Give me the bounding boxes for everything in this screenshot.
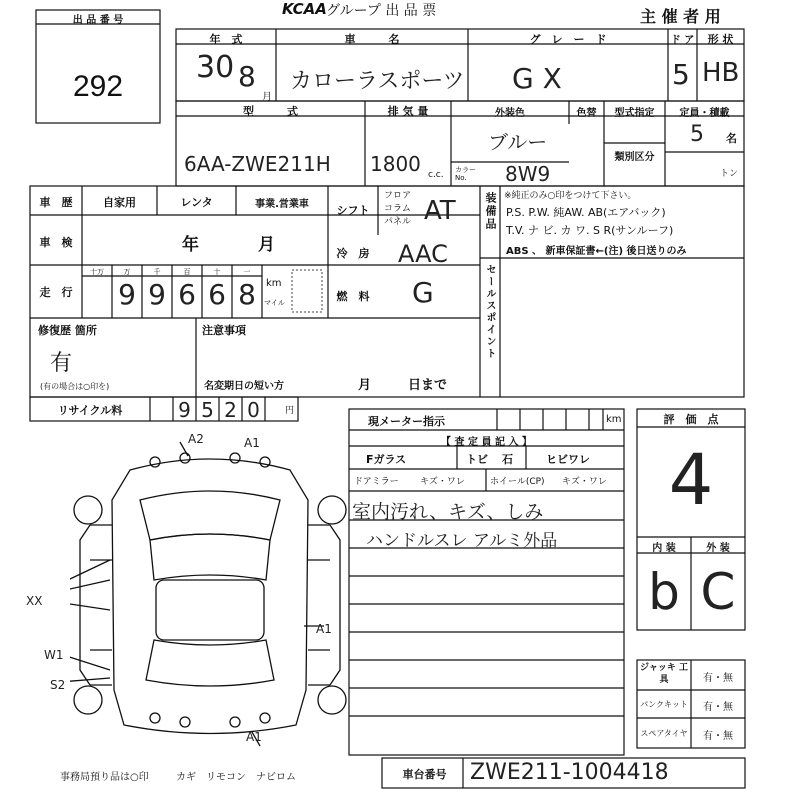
score-label: 評 価 点 (663, 413, 719, 426)
model-designation-label: 型式指定 (614, 108, 655, 119)
jack-label: ジャッキ 工具 (640, 663, 688, 685)
office-items: カギ リモコン ナビロム (176, 772, 296, 783)
meter-unit: km (606, 414, 622, 425)
mileage-digit: 6 (178, 278, 196, 311)
digit-label-1k: 千 (153, 268, 161, 276)
diagram-mark-a1-bottom: A1 (246, 730, 262, 744)
doors-value: 5 (672, 58, 690, 91)
auction-logo: KCAA (282, 0, 327, 18)
organizer-label: 主 催 者 用 (640, 7, 721, 26)
diagram-mark-s2: S2 (50, 678, 66, 692)
body-type-value: HB (702, 58, 740, 88)
diagram-mark-a1-right: A1 (316, 622, 332, 636)
glass-option-stone: 石 (502, 453, 513, 466)
recycle-label: リサイクル料 (57, 404, 123, 417)
digit-label-10k: 万 (123, 268, 131, 276)
repair-history-label: 修復歴 箇所 (38, 324, 97, 337)
km-label: km (266, 278, 282, 289)
classification-label: 類別区分 (614, 152, 655, 163)
sales-point-label: セールスポイント (484, 264, 495, 360)
mileage-digit: 9 (148, 278, 166, 311)
color-change-label: 色替 (576, 108, 597, 119)
inspection-month-label: 月 (258, 235, 275, 255)
jack-yes-no: 有・無 (703, 673, 733, 684)
displacement-label: 排 気 量 (387, 105, 429, 118)
spare-yes-no: 有・無 (703, 731, 733, 742)
glass-option-chip: トビ (466, 453, 488, 466)
capacity-label: 定員・積載 (679, 108, 730, 119)
recycle-unit: 円 (285, 406, 295, 416)
model-label: 型 式 (243, 105, 298, 118)
mileage-digit: 6 (208, 278, 226, 311)
diagram-mark-a1-top: A1 (244, 436, 260, 450)
mileage-digit: 9 (118, 278, 136, 311)
year-label: 年 式 (209, 33, 243, 46)
diagram-mark-xx: XX (26, 594, 43, 608)
ac-label: 冷 房 (336, 247, 370, 260)
repair-history-value: 有 (50, 351, 73, 376)
inspection-year-label: 年 (182, 235, 199, 255)
recycle-digit: 0 (247, 398, 260, 422)
fuel-value: G (412, 276, 434, 309)
mile-label: マイル (264, 299, 285, 307)
recycle-digit: 5 (201, 398, 214, 422)
lot-number: 292 (72, 70, 124, 103)
mileage-digit: 8 (238, 278, 256, 311)
exterior-color-label: 外装色 (495, 108, 525, 119)
cc-unit: c.c. (428, 170, 444, 180)
history-label: 車 歴 (39, 196, 73, 209)
puncture-kit-label: パンクキット (640, 700, 688, 709)
doors-label: ド ア (670, 35, 695, 46)
displacement-value: 1800 (370, 152, 421, 176)
capacity-unit: 名 (726, 132, 737, 145)
fuel-label: 燃 料 (336, 290, 370, 303)
equipment-line-3: ABS 、 新車保証書←(注) 後日送りのみ (506, 246, 687, 257)
year-value: 30 (196, 50, 235, 85)
wheel-label: ホイール(CP) (490, 477, 545, 487)
color-no-label: カラー No. (455, 166, 476, 182)
short-name-change-label: 名変期日の短い方 (204, 381, 284, 392)
mirror-label: ドアミラー (354, 477, 399, 487)
meter-label: 現メーター指示 (368, 415, 445, 428)
name-change-month: 月 (358, 378, 372, 393)
inspection-label: 車 検 (39, 236, 73, 249)
shift-option-column: コラム (384, 204, 411, 214)
name-change-day: 日まで (408, 378, 448, 393)
month-unit: 月 (262, 92, 272, 103)
wheel-options: キズ・ワレ (562, 477, 607, 487)
shift-value: AT (424, 196, 456, 226)
puncture-yes-no: 有・無 (703, 702, 733, 713)
interior-label: 内 装 (652, 543, 676, 554)
history-option-private: 自家用 (103, 196, 136, 209)
history-option-business: 事業.営業車 (255, 199, 309, 210)
chassis-number: ZWE211-1004418 (470, 760, 669, 785)
digit-label-10: 十 (213, 268, 221, 276)
notes-label: 注意事項 (202, 324, 246, 337)
equipment-label: 装備品 (484, 192, 497, 231)
ac-value: AAC (398, 240, 448, 268)
inspector-header: 【 査 定 員 記 入 】 (441, 437, 532, 448)
body-type-label: 形 状 (707, 33, 734, 46)
chassis-label: 車台番号 (402, 768, 447, 781)
car-diagram (70, 430, 350, 760)
digit-label-100: 百 (183, 268, 191, 276)
exterior-color-value: ブルー (488, 130, 548, 154)
equipment-line-1: P.S. P.W. 純AW. AB(エアバック) (506, 206, 666, 219)
history-option-rental: レンタ (180, 196, 213, 209)
interior-score: b (648, 563, 680, 621)
model-value: 6AA-ZWE211H (184, 152, 331, 176)
exterior-score: C (700, 563, 736, 621)
load-unit: トン (720, 169, 739, 179)
equipment-line-2: T.V. ナ ビ. カ ワ. S R(サンルーフ) (506, 224, 674, 237)
exterior-label: 外 装 (706, 543, 730, 554)
car-name-label: 車 名 (344, 33, 400, 46)
shift-option-floor: フロア (384, 191, 412, 201)
glass-option-crack: ヒビワレ (546, 453, 590, 466)
glass-label: Fガラス (366, 453, 407, 466)
digit-label-1: 一 (243, 268, 251, 276)
shift-label: シフト (336, 204, 370, 217)
inspector-comment-1: 室内汚れ、キズ、しみ (352, 501, 544, 523)
grade-value: G X (512, 62, 562, 95)
lot-number-label: 出 品 番 号 (72, 15, 124, 26)
repair-history-note: (有の場合は○印を) (40, 382, 110, 391)
shift-option-panel: パネル (384, 217, 412, 227)
office-note: 事務局預り品は○印 (60, 772, 149, 783)
month-value: 8 (238, 60, 256, 93)
car-name-value: カローラスポーツ (290, 69, 465, 94)
spare-tire-label: スペアタイヤ (640, 729, 688, 738)
grade-label: グ レ ー ド (529, 33, 607, 46)
equipment-note: ※純正のみ○印をつけて下さい。 (504, 191, 637, 201)
recycle-digit: 9 (178, 398, 191, 422)
capacity-value: 5 (690, 122, 704, 147)
diagram-mark-a2: A2 (188, 432, 204, 446)
sheet-title: グループ 出 品 票 (326, 3, 437, 19)
digit-label-100k: 十万 (90, 268, 104, 276)
color-no-value: 8W9 (505, 162, 551, 186)
mirror-options: キズ・ワレ (420, 477, 465, 487)
score-value: 4 (668, 439, 714, 521)
recycle-digit: 2 (224, 398, 237, 422)
inspector-comment-2: ハンドルスレ アルミ外品 (366, 531, 558, 551)
mileage-label: 走 行 (39, 286, 73, 299)
diagram-mark-w1: W1 (44, 648, 64, 662)
